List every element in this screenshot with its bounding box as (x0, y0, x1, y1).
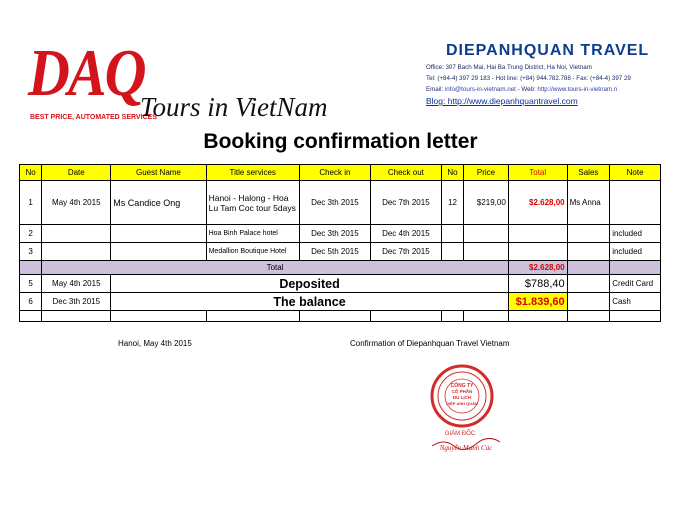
empty-row (20, 311, 661, 322)
col-header: Price (464, 165, 509, 181)
stamp-text: DU LỊCH (452, 395, 472, 400)
row-sales: Ms Anna (567, 181, 610, 225)
row-no: 2 (20, 225, 42, 243)
col-header: Title services (206, 165, 299, 181)
stamp-signature: Nguyễn Mạnh Cúc (439, 444, 493, 452)
row-guest (111, 225, 206, 243)
stamp-text: DIỆP ANH QUÂN (446, 401, 478, 406)
col-header: Date (42, 165, 111, 181)
web-label: - Web: (515, 86, 538, 93)
balance-blank (567, 293, 610, 311)
deposit-amount: $788,40 (508, 275, 567, 293)
company-logo (28, 35, 328, 140)
col-header: Sales (567, 165, 610, 181)
company-office: Office: 307 Bach Mai, Hai Ba Trung District, Ha Noi, Vietnam (426, 64, 592, 71)
blog-link[interactable]: Blog: http://www.diepanhquantravel.com (426, 96, 578, 106)
row-total (508, 243, 567, 261)
balance-row (20, 293, 661, 311)
row-price: $219,00 (464, 181, 509, 225)
empty-cell (508, 311, 567, 322)
row-total (508, 225, 567, 243)
row-sales (567, 225, 610, 243)
balance-note: Cash (610, 293, 661, 311)
booking-table (19, 164, 661, 322)
col-header: No (20, 165, 42, 181)
row-sales (567, 243, 610, 261)
logo-mark: DAQ (28, 35, 145, 111)
empty-cell (42, 311, 111, 322)
row-guest (111, 243, 206, 261)
col-header: Check in (299, 165, 370, 181)
deposit-no: 5 (20, 275, 42, 293)
total-blank (20, 261, 42, 275)
row-qty (441, 225, 463, 243)
row-guest: Ms Candice Ong (111, 181, 206, 225)
table-row (20, 243, 661, 261)
place-date: Hanoi, May 4th 2015 (118, 339, 192, 348)
total-row (20, 261, 661, 275)
col-header: Note (610, 165, 661, 181)
email-label: Email: (426, 86, 445, 93)
stamp-seal-icon (414, 360, 514, 460)
row-note (610, 181, 661, 225)
total-blank (610, 261, 661, 275)
deposit-row (20, 275, 661, 293)
col-header: Check out (370, 165, 441, 181)
row-no: 3 (20, 243, 42, 261)
balance-no: 6 (20, 293, 42, 311)
total-label: Total (42, 261, 508, 275)
balance-label: The balance (111, 293, 509, 311)
row-checkin: Dec 3th 2015 (299, 225, 370, 243)
row-checkout: Dec 4th 2015 (370, 225, 441, 243)
empty-cell (299, 311, 370, 322)
row-service: Hanoi - Halong - Hoa Lu Tam Coc tour 5days (206, 181, 299, 225)
col-header: No (441, 165, 463, 181)
empty-cell (20, 311, 42, 322)
empty-cell (610, 311, 661, 322)
total-blank (567, 261, 610, 275)
page-title: Booking confirmation letter (203, 130, 478, 153)
email-link[interactable]: info@tours-in-vietnam.net (444, 86, 516, 93)
company-tel: Tel: (+84-4) 397 29 183 - Hot line: (+84) 944.782.788 - Fax: (+84-4) 397 29 (426, 75, 631, 82)
deposit-note: Credit Card (610, 275, 661, 293)
row-checkin: Dec 3th 2015 (299, 181, 370, 225)
row-qty (441, 243, 463, 261)
empty-cell (464, 311, 509, 322)
stamp-text: CỔ PHẦN (451, 389, 473, 394)
empty-cell (111, 311, 206, 322)
empty-cell (441, 311, 463, 322)
company-stamp (414, 360, 514, 460)
empty-cell (206, 311, 299, 322)
balance-amount: $1.839,60 (508, 293, 567, 311)
table-row (20, 225, 661, 243)
row-price (464, 243, 509, 261)
table-row (20, 181, 661, 225)
empty-cell (370, 311, 441, 322)
row-service: Medallion Boutique Hotel (206, 243, 299, 261)
row-note: included (610, 225, 661, 243)
row-date (42, 225, 111, 243)
table-header-row (20, 165, 661, 181)
stamp-text: CÔNG TY (450, 383, 474, 389)
row-date: May 4th 2015 (42, 181, 111, 225)
col-header: Total (508, 165, 567, 181)
logo-slogan: Tours in VietNam (140, 92, 328, 122)
stamp-title: GIÁM ĐỐC (444, 431, 476, 437)
row-total: $2.628,00 (508, 181, 567, 225)
row-price (464, 225, 509, 243)
deposit-date: May 4th 2015 (42, 275, 111, 293)
confirmation-text: Confirmation of Diepanhquan Travel Vietnam (350, 339, 510, 348)
company-info (426, 42, 676, 106)
row-checkout: Dec 7th 2015 (370, 181, 441, 225)
web-link[interactable]: http://www.tours-in-vietnam.n (537, 86, 618, 93)
row-service: Hoa Binh Palace hotel (206, 225, 299, 243)
row-note: included (610, 243, 661, 261)
deposit-label: Deposited (111, 275, 509, 293)
deposit-blank (567, 275, 610, 293)
row-no: 1 (20, 181, 42, 225)
company-name: DIEPANHQUAN TRAVEL (446, 42, 650, 59)
row-qty: 12 (441, 181, 463, 225)
empty-cell (567, 311, 610, 322)
row-date (42, 243, 111, 261)
total-value: $2.628,00 (508, 261, 567, 275)
row-checkin: Dec 5th 2015 (299, 243, 370, 261)
company-contact (426, 86, 676, 93)
balance-date: Dec 3th 2015 (42, 293, 111, 311)
logo-tagline: BEST PRICE, AUTOMATED SERVICES (30, 114, 157, 121)
row-checkout: Dec 7th 2015 (370, 243, 441, 261)
col-header: Guest Name (111, 165, 206, 181)
